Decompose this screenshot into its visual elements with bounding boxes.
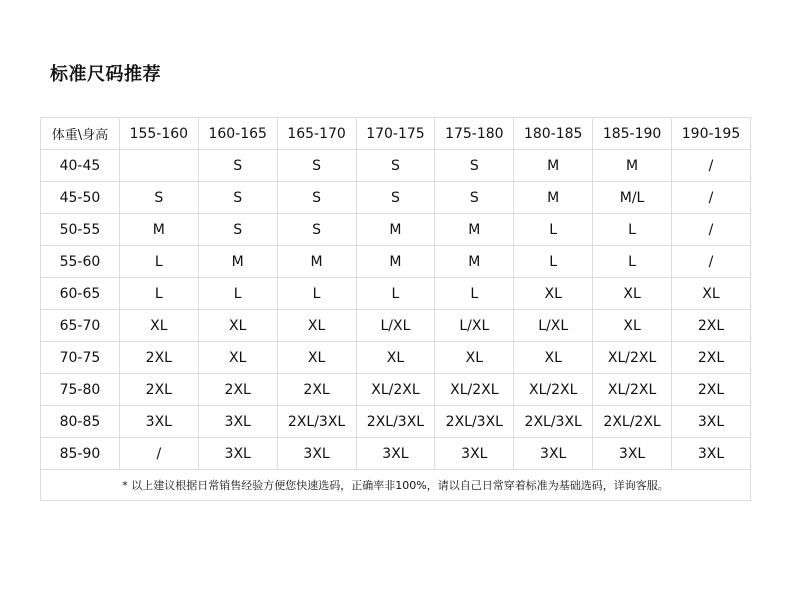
size-note: * 以上建议根据日常销售经验方便您快速选码，正确率非100%，请以自己日常穿着标准为基础选码，详询客服。 xyxy=(41,470,751,501)
table-row xyxy=(41,374,751,406)
size-cell: XL/2XL xyxy=(514,374,593,406)
size-cell: 2XL xyxy=(672,342,751,374)
size-cell: L xyxy=(593,246,672,278)
corner-header: 体重\身高 xyxy=(41,118,120,150)
size-cell: M xyxy=(356,246,435,278)
size-cell: 3XL xyxy=(672,406,751,438)
height-header: 185-190 xyxy=(593,118,672,150)
size-cell: 3XL xyxy=(435,438,514,470)
size-cell: XL xyxy=(593,278,672,310)
size-cell: 2XL/3XL xyxy=(435,406,514,438)
size-cell: M xyxy=(514,182,593,214)
weight-cell: 75-80 xyxy=(41,374,120,406)
size-cell: S xyxy=(119,182,198,214)
size-cell: 2XL/3XL xyxy=(277,406,356,438)
size-cell: S xyxy=(435,150,514,182)
height-header: 180-185 xyxy=(514,118,593,150)
size-cell: L/XL xyxy=(435,310,514,342)
size-cell: 2XL xyxy=(198,374,277,406)
size-cell: S xyxy=(198,182,277,214)
height-header: 175-180 xyxy=(435,118,514,150)
size-cell: 2XL xyxy=(672,310,751,342)
size-cell: / xyxy=(119,438,198,470)
size-cell: L xyxy=(119,246,198,278)
size-cell: 3XL xyxy=(514,438,593,470)
size-cell: 3XL xyxy=(672,438,751,470)
size-cell: M xyxy=(593,150,672,182)
size-cell: / xyxy=(672,246,751,278)
size-cell: 2XL xyxy=(119,342,198,374)
size-cell: L xyxy=(435,278,514,310)
size-cell: S xyxy=(356,182,435,214)
size-cell: L/XL xyxy=(514,310,593,342)
size-cell: / xyxy=(672,182,751,214)
size-cell: 3XL xyxy=(593,438,672,470)
height-header: 155-160 xyxy=(119,118,198,150)
size-cell: XL xyxy=(277,310,356,342)
size-cell: L xyxy=(593,214,672,246)
size-cell: M/L xyxy=(593,182,672,214)
size-cell: XL/2XL xyxy=(356,374,435,406)
weight-cell: 80-85 xyxy=(41,406,120,438)
size-cell: S xyxy=(277,214,356,246)
weight-cell: 40-45 xyxy=(41,150,120,182)
size-cell: S xyxy=(277,182,356,214)
size-cell: S xyxy=(356,150,435,182)
size-cell: M xyxy=(119,214,198,246)
weight-cell: 60-65 xyxy=(41,278,120,310)
size-cell: XL/2XL xyxy=(593,374,672,406)
size-cell: 2XL/3XL xyxy=(356,406,435,438)
height-header: 170-175 xyxy=(356,118,435,150)
size-chart-table xyxy=(40,117,751,501)
size-cell xyxy=(119,150,198,182)
table-row xyxy=(41,278,751,310)
table-row xyxy=(41,246,751,278)
size-cell: M xyxy=(356,214,435,246)
size-cell: XL xyxy=(356,342,435,374)
size-cell: XL/2XL xyxy=(593,342,672,374)
height-header: 165-170 xyxy=(277,118,356,150)
table-row xyxy=(41,438,751,470)
table-row xyxy=(41,310,751,342)
size-cell: XL xyxy=(198,342,277,374)
size-cell: 2XL xyxy=(119,374,198,406)
table-row xyxy=(41,214,751,246)
size-cell: M xyxy=(435,246,514,278)
size-cell: S xyxy=(198,214,277,246)
size-cell: 3XL xyxy=(356,438,435,470)
size-cell: L xyxy=(514,246,593,278)
size-cell: M xyxy=(277,246,356,278)
weight-cell: 50-55 xyxy=(41,214,120,246)
size-cell: / xyxy=(672,150,751,182)
table-row xyxy=(41,342,751,374)
weight-cell: 85-90 xyxy=(41,438,120,470)
size-cell: 2XL/2XL xyxy=(593,406,672,438)
size-cell: S xyxy=(435,182,514,214)
size-cell: XL xyxy=(514,278,593,310)
size-cell: XL xyxy=(435,342,514,374)
size-cell: XL/2XL xyxy=(435,374,514,406)
table-row xyxy=(41,406,751,438)
size-cell: / xyxy=(672,214,751,246)
size-cell: XL xyxy=(672,278,751,310)
size-cell: 3XL xyxy=(119,406,198,438)
height-header: 160-165 xyxy=(198,118,277,150)
weight-cell: 65-70 xyxy=(41,310,120,342)
header-row xyxy=(41,118,751,150)
page-title: 标准尺码推荐 xyxy=(50,64,161,85)
size-cell: L xyxy=(119,278,198,310)
size-cell: L xyxy=(356,278,435,310)
size-cell: 2XL/3XL xyxy=(514,406,593,438)
size-cell: L xyxy=(514,214,593,246)
table-row xyxy=(41,182,751,214)
size-cell: XL xyxy=(277,342,356,374)
size-cell: XL xyxy=(514,342,593,374)
height-header: 190-195 xyxy=(672,118,751,150)
size-cell: S xyxy=(198,150,277,182)
size-cell: 3XL xyxy=(198,406,277,438)
weight-cell: 55-60 xyxy=(41,246,120,278)
size-cell: 2XL xyxy=(672,374,751,406)
note-row xyxy=(41,470,751,501)
table-row xyxy=(41,150,751,182)
size-cell: 2XL xyxy=(277,374,356,406)
size-cell: XL xyxy=(593,310,672,342)
size-chart-body xyxy=(41,150,751,470)
weight-cell: 70-75 xyxy=(41,342,120,374)
size-cell: 3XL xyxy=(198,438,277,470)
size-cell: L xyxy=(198,278,277,310)
size-cell: XL xyxy=(198,310,277,342)
size-cell: M xyxy=(198,246,277,278)
size-cell: M xyxy=(514,150,593,182)
size-cell: M xyxy=(435,214,514,246)
weight-cell: 45-50 xyxy=(41,182,120,214)
size-cell: 3XL xyxy=(277,438,356,470)
size-cell: L xyxy=(277,278,356,310)
size-cell: L/XL xyxy=(356,310,435,342)
size-cell: S xyxy=(277,150,356,182)
size-cell: XL xyxy=(119,310,198,342)
